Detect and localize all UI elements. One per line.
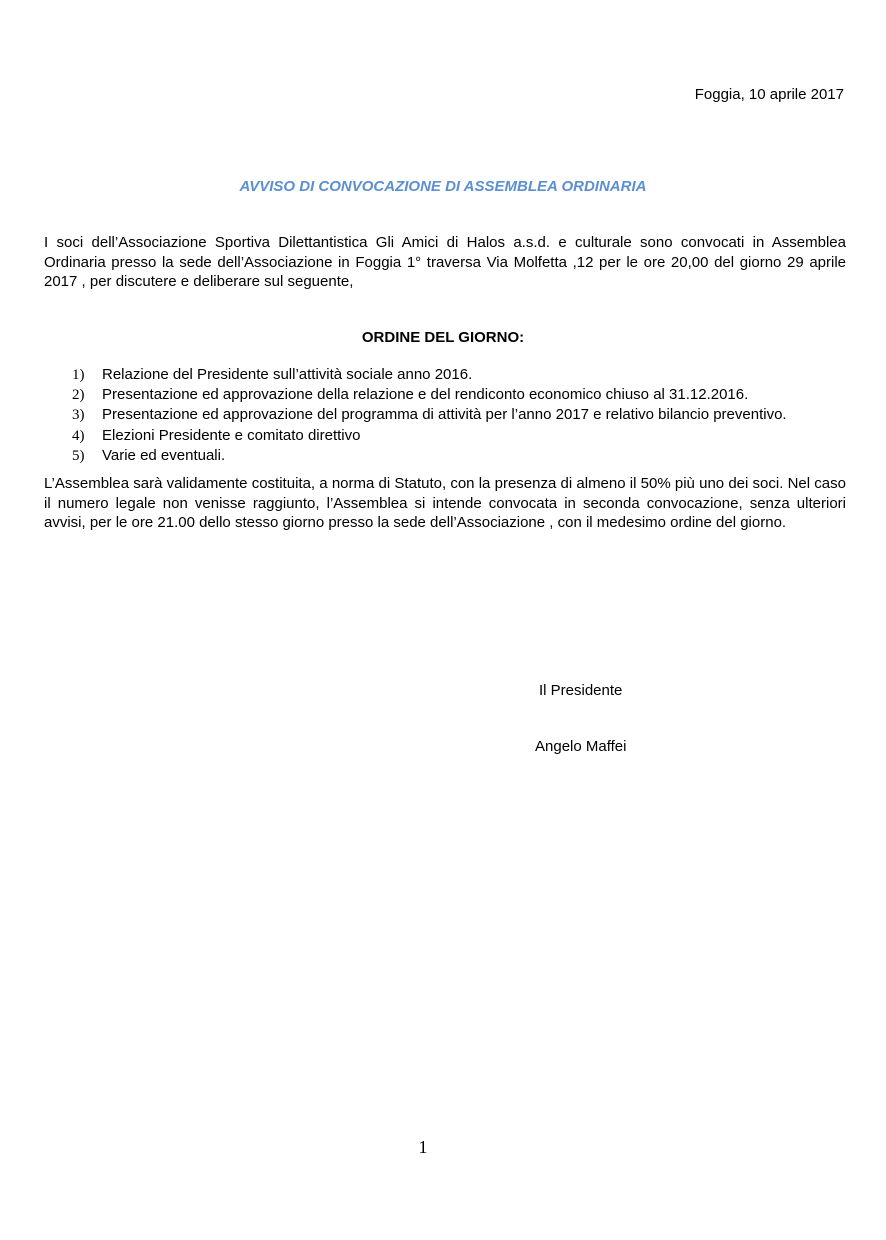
agenda-item-text: Varie ed eventuali. xyxy=(102,446,226,464)
agenda-item xyxy=(72,426,862,446)
agenda-item-number: 1) xyxy=(72,367,85,383)
agenda-list xyxy=(72,365,862,466)
closing-paragraph: L’Assemblea sarà validamente costituita, a norma di Statuto, con la presenza di almeno il 50% più uno dei soci. Nel caso il numero legale non venisse raggiunto, l’Assemblea si intende convocata in seconda convocazione, senza ulteriori avvisi, per le ore 21.00 dello stesso giorno presso la sede dell’Associazione , con il medesimo ordine del giorno. xyxy=(44,475,846,531)
agenda-item-text: Presentazione ed approvazione del programma di attività per l’anno 2017 e relativo bilancio preventivo. xyxy=(102,406,787,424)
signature-role: Il Presidente xyxy=(539,682,623,699)
agenda-item xyxy=(72,385,862,405)
agenda-item xyxy=(72,405,862,425)
date-line: Foggia, 10 aprile 2017 xyxy=(694,86,844,103)
agenda-item-number: 3) xyxy=(72,407,85,424)
agenda-heading: ORDINE DEL GIORNO: xyxy=(361,329,525,346)
agenda-item-number: 4) xyxy=(72,427,85,444)
agenda-item-text: Relazione del Presidente sull’attività sociale anno 2016. xyxy=(102,366,473,383)
agenda-item-text: Elezioni Presidente e comitato direttivo xyxy=(102,426,361,444)
intro-paragraph: I soci dell’Associazione Sportiva Dilettantistica Gli Amici di Halos a.s.d. e culturale sono convocati in Assemblea Ordinaria presso la sede dell’Associazione in Foggia 1° traversa Via Molfetta ,12 per le ore 20,00 del giorno 29 aprile 2017 , per discutere e deliberare sul seguente, xyxy=(44,234,846,290)
agenda-item-text: Presentazione ed approvazione della relazione e del rendiconto economico chiuso al 31.12.2016. xyxy=(102,386,749,404)
page-number: 1 xyxy=(418,1137,428,1157)
agenda-item xyxy=(72,446,862,466)
agenda-item xyxy=(72,365,862,385)
agenda-item-number: 5) xyxy=(72,447,85,464)
agenda-item-number: 2) xyxy=(72,387,85,404)
document-title: AVVISO DI CONVOCAZIONE DI ASSEMBLEA ORDINARIA xyxy=(239,178,647,195)
signature-name: Angelo Maffei xyxy=(535,738,627,755)
